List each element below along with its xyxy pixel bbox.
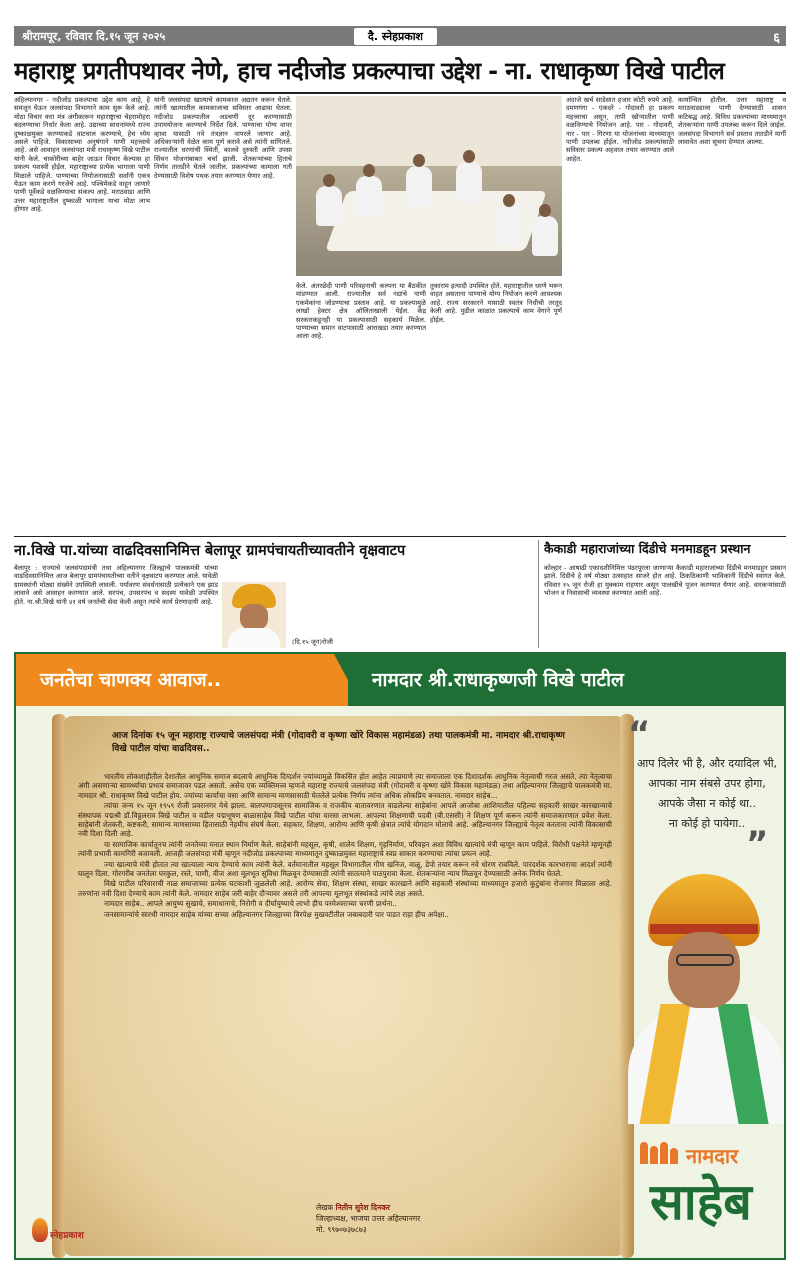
paper-name: दै. स्नेहप्रकाश: [354, 28, 437, 45]
article-column-3: केले. अंतरछेदी पाणी परिवहनाची कल्पना या बैठकीत मांडण्यात आली. राज्यातील सर्व नद्यांचे पाणी एकमेकांना जोडण्याचा प्रस्ताव आहे. या प्रकल्पामुळे लाखो हेक्टर क्षेत्र ओलिताखाली येईल. केंद्र सरकारकडूनही या प्रकल्पासाठी सहकार्य मिळेल. पाण्याच्या समान वाटपासाठी आराखडा तयार करण्यात आला आहे.: [296, 282, 426, 341]
minister-portrait-small: [222, 582, 286, 648]
dindi-text: कोल्हार - आषाढी एकादशीनिमित्त पंढरपूरला जाणाऱ्या कैकाडी महाराजांच्या दिंडीचे मनमाडहून प्रस्थान झाले. दिंडीचे हे वर्ष मोठ्या उत्साहात साजरे होत आहे. ठिकठिकाणी भाविकांनी दिंडीचे स्वागत केले. रविवार १५ जून रोजी हा मुक्काम राहणार असून पालखीचे पूजन करण्यात येणार आहे. वारकऱ्यांसाठी भोजन व निवासाची व्यवस्था करण्यात आली आहे.: [544, 564, 786, 598]
date-line: श्रीरामपूर, रविवार दि.१५ जून २०२५: [22, 30, 166, 43]
birthday-advertisement: [14, 652, 786, 1260]
ad-intro: आज दिनांक १५ जून महाराष्ट्र राज्याचे जलसंपदा मंत्री (गोदावरी व कृष्णा खोरे विकास महामंडळ) तथा पालकमंत्री मा. नामदार श्री.राधाकृष्ण विखे पाटील यांचा वाढदिवस..: [112, 731, 565, 754]
close-quote-icon: ”: [746, 824, 769, 864]
tree-distribution-title: ना.विखे पा.यांच्या वाढदिवसानिमित्त बेलापूर ग्रामपंचायतीच्यावतीने वृक्षवाटप: [14, 543, 406, 559]
headline-rule: [14, 92, 786, 94]
article-column-2: यांनी जलसंपदा खात्याचे कामकाज अद्यतन करून घेतले. त्यांनी खात्यातील कामकाजाचा सविस्तर आढावा घेतला. नदीजोड प्रकल्पातील अडचणी दूर करण्यासाठी उपाययोजना करण्याचे निर्देश दिले. पाण्याचा योग्य वापर व्हावा यासाठी नवे तंत्रज्ञान वापरले जाणार आहे. अधिकाऱ्यांनी वेळेत काम पूर्ण करावे असे त्यांनी सांगितले. राज्यातील धरणांची स्थिती, कालवे दुरुस्ती आणि उपसा सिंचन योजनांबाबत चर्चा झाली. शेतकऱ्यांच्या हिताचे निर्णय तातडीने घेतले जातील. प्रकल्पांच्या कामाला गती देण्यासाठी विशेष पथक तयार करण्यात येणार आहे.: [154, 96, 292, 180]
poem-line-1: आप दिलेर भी है, और दयादिल भी,: [636, 757, 778, 770]
story-divider: [538, 540, 539, 648]
main-headline: महाराष्ट्र प्रगतीपथावर नेणे, हाच नदीजोड प्रकल्पाचा उद्देश - ना. राधाकृष्ण विखे पाटील: [14, 57, 725, 85]
poem-line-4: ना कोई हो पायेगा..: [668, 817, 746, 830]
ad-paragraph: विखे पाटील परिवाराची नाळ समाजाच्या प्रत्येक घटकाशी जुळलेली आहे. आरोग्य सेवा, शिक्षण संस्था, साखर कारखाने आणि सहकारी संस्थांच्या माध्यमातून हजारो कुटुंबांना रोजगार मिळाला आहे. तरुणांना नवी दिशा देण्याचे काम त्यांनी केले. नामदार साहेब जरी बाहेर दौऱ्यावर असले तरी आपल्या मूलभूत संस्थांकडे त्यांचे लक्ष असते.: [78, 879, 612, 898]
article-column-6: कार्यान्वित होतील. उत्तर महाराष्ट्र व मराठवाड्याला पाणी देण्यासाठी शासन कटिबद्ध आहे. विविध प्रकल्पांच्या माध्यमातून शेतकऱ्यांना पाणी उपलब्ध करून दिले जाईल. जलसंपदा विभागाने सर्व प्रस्ताव तातडीने मार्गी लावावेत अशा सूचना देण्यात आल्या.: [678, 96, 786, 147]
minister-portrait-large: [620, 854, 786, 1124]
paper-logo: स्नेहप्रकाश: [30, 1216, 100, 1250]
tree-distribution-text: बेलापूर : राज्याचे जलसंपदामंत्री तथा अहिल्यानगर जिल्ह्याचे पालकमंत्री यांच्या वाढदिवसानिमित्त आज बेलापूर ग्रामपंचायतीच्या वतीने वृक्षवाटप करण्यात आले. यावेळी ग्रामस्थांनी मोठ्या संख्येने उपस्थिती लावली. पर्यावरण संवर्धनासाठी प्रत्येकाने एक झाड लावावे असे आवाहन करण्यात आले. सरपंच, उपसरपंच व सदस्य यावेळी उपस्थित होते. ना.श्री.विखे यांनी ४१ वर्ष जनतेची सेवा केली असून त्यांचे कार्य प्रेरणादायी आहे.: [14, 564, 218, 606]
signer-phone: मो. ९९७०७३७८७३: [316, 1225, 367, 1234]
ad-paragraph: त्यांचा जन्म १५ जून १९५९ रोजी प्रवरानगर येथे झाला. बालपणापासूनच सामाजिक व राजकीय वातावरणात वाढलेल्या साहेबांना आपले आजोबा आशियातील पहिल्या सहकारी साखर कारखान्याचे संस्थापक पद्मश्री डॉ.विठ्ठलराव विखे पाटील व वडील पद्मभूषण बाळासाहेब विखे पाटील यांचा वारसा लाभला. आपल्या शिक्षणाची पदवी (बी.एससी) ने शिक्षण पूर्ण करून त्यांनी समाजकारणात प्रवेश केला. साहेबांनी शेतकरी, कष्टकरी, सामान्य माणसाच्या हितासाठी नेहमीच संघर्ष केला. सहकार, शिक्षण, आरोग्य आणि कृषी क्षेत्रात त्यांचे योगदान मोलाचे आहे. अहिल्यानगर जिल्ह्याचे नेतृत्व करताना त्यांनी विकासाची नवी दिशा दिली आहे.: [78, 801, 612, 839]
ad-paragraph: नामदार साहेब.. आपले आयुष्य सुखाचे, समाधानाचे, निरोगी व दीर्घायुष्याचे लाभो हीच परमेश्वराच्या चरणी प्रार्थना..: [104, 899, 397, 909]
signer-post: जिल्हाध्यक्ष, भाजपा उत्तर अहिल्यानगर: [316, 1214, 421, 1223]
ad-paragraph: या सामाजिक कार्यातूनच त्यांनी जनतेच्या मनात स्थान निर्माण केले. साहेबांनी महसूल, कृषी, शालेय शिक्षण, गृहनिर्माण, परिवहन अशा विविध खात्यांचे मंत्री म्हणून काम पाहिले. विरोधी पक्षनेते म्हणूनही त्यांनी प्रभावी कामगिरी बजावली. आजही जलसंपदा मंत्री म्हणून नदीजोड प्रकल्पाच्या माध्यमातून दुष्काळमुक्त महाराष्ट्राचे स्वप्न साकार करण्याचा त्यांचा प्रयत्न आहे.: [78, 839, 612, 859]
namdar-saheb-logo: नामदार साहेब: [636, 1140, 786, 1250]
article-column-1: अहिल्यानगर - नदीजोड प्रकल्पाचा उद्देश काय आहे, हे समजून घेऊन जलसंपदा विभागाने काम सुरू केले आहे. मोठा विचार करा मंत्र अंगीकारून महाराष्ट्राचा चेहरामोहरा बदलण्याचा निर्धार केला आहे. उद्याच्या साधनांमध्ये राज्य दुष्काळमुक्त करण्याकडे वाटचाल करण्याचे, हेच ध्येय असले पाहिजे. विकासाच्या अनुषंगाने पाणी महत्त्वाचे आहे. असे आवाहन जलसंपदा मंत्री राधाकृष्ण विखे पाटील यांनी केले. चाकोरीच्या बाहेर जाऊन विचार केल्यास हा प्रकल्प यशस्वी होईल. महाराष्ट्राच्या प्रत्येक भागाला पाणी मिळाले पाहिजे. पाण्याच्या नियोजनासाठी सर्वांनी एकत्र येऊन काम करणे गरजेचे आहे. पश्चिमेकडे वाहून जाणारे पाणी पूर्वेकडे वळविण्याचा संकल्प आहे. मराठवाडा आणि उत्तर महाराष्ट्रातील दुष्काळी भागाला याचा मोठा लाभ होणार आहे.: [14, 96, 150, 214]
ad-banner-right: नामदार श्री.राधाकृष्णजी विखे पाटील: [348, 654, 786, 706]
ad-paragraph: जनसामान्यांचे सारथी नामदार साहेब यांच्या सच्चा अहिल्यानगर जिल्ह्याच्या विरपेक्ष मुखवटीतील जबाबदारी पार पाडत राहा हीच अपेक्षा..: [104, 909, 449, 919]
lotus-icon: [640, 1140, 680, 1164]
article-column-4: तुकाराम इत्यादी उपस्थित होते. महाराष्ट्रातील धरणे भरून वाहत असताना पाण्याचे योग्य नियोजन करणे आवश्यक आहे. राज्य सरकारने यासाठी स्वतंत्र निधीची तरतूद केली आहे. पुढील काळात प्रकल्पाचे काम वेगाने पूर्ण होईल.: [430, 282, 562, 324]
page-number: ६: [773, 31, 780, 46]
article-column-5: अंदाजे खर्च साडेसात हजार कोटी रुपये आहे. दमणगंगा - एकदरे - गोदावरी हा प्रकल्प महत्त्वाचा असून, तापी खोऱ्यातील पाणी वळविण्याचे नियोजन आहे. पार - गोदावरी, नार - पार - गिरणा या योजनांच्या माध्यमातून पाणी उपलब्ध होईल. नदीजोड प्रकल्पांसाठी सविस्तर प्रकल्प अहवाल तयार करण्यात आले आहेत.: [566, 96, 674, 163]
flame-icon: [32, 1218, 48, 1242]
open-quote-icon: “: [628, 714, 651, 754]
meeting-photo: [296, 96, 562, 276]
dindi-title: कैकाडी महाराजांच्या दिंडीचे मनमाडहून प्रस्थान: [544, 541, 751, 556]
ad-body: [78, 772, 612, 1202]
page-header-strip: [14, 26, 786, 46]
section-rule: [14, 536, 786, 537]
poem-line-3: आपके जैसा न कोई था..: [657, 797, 757, 810]
ad-paragraph: भारतीय लोकशाहीतील देशातील आधुनिक समाज बदलाचे आधुनिक दिग्दर्शन ज्यांच्यामुळे विकसित होत आहेत त्याप्रमाणे त्या समाजाला एक दिशादर्शक आधुनिक नेतृत्वाची गरज असते. त्या नेतृत्वाचा अंगी असणाऱ्या सामर्थ्याचा प्रभाव समाजावर पडत असतो. असेच एक व्यक्तिमत्त्व म्हणजे महाराष्ट्र राज्याचे जलसंपदा मंत्री (गोदावरी व कृष्णा खोरे विकास महामंडळ) तथा अहिल्यानगर जिल्ह्याचे पालकमंत्री मा. नामदार श्री. राधाकृष्ण विखे पाटील होय. ज्यांच्या कार्याचा वसा आणि सामान्य माणसासाठी घेतलेले प्रत्येक निर्णय त्यांना अधिक लोकप्रिय बनवतात. नामदार साहेब...: [78, 772, 612, 800]
ad-banner-left: जनतेचा चाणक्य आवाज..: [16, 654, 348, 706]
tree-distribution-caption: (दि.१५ जून)रोजी: [292, 638, 333, 646]
ad-signer: लेखक नितीन सुरेश दिनकर जिल्हाध्यक्ष, भाजपा उत्तर अहिल्यानगर मो. ९९७०७३७८७३: [316, 1203, 421, 1234]
poem-line-2: आपका नाम संबसे उपर होगा,: [648, 777, 766, 790]
ad-paragraph: ज्या खात्याचे मंत्री होतात त्या खात्याला न्याय देण्याचे काम त्यांनी केले. वर्तमानातील महसूल विभागातील गौण खनिज, वाळू, डेपो तयार करून नवे धोरण राबविले. पारदर्शक कारभाराचा आदर्श त्यांनी घालून दिला. गोरगरीब जनतेला घरकुल, रस्ते, पाणी, वीज अशा मूलभूत सुविधा मिळवून देण्यासाठी त्यांनी सातत्याने पाठपुरावा केला. शेतकऱ्यांना न्याय मिळवून देण्यासाठी अनेक निर्णय घेतले.: [78, 859, 612, 879]
signer-name: नितीन सुरेश दिनकर: [335, 1203, 391, 1212]
